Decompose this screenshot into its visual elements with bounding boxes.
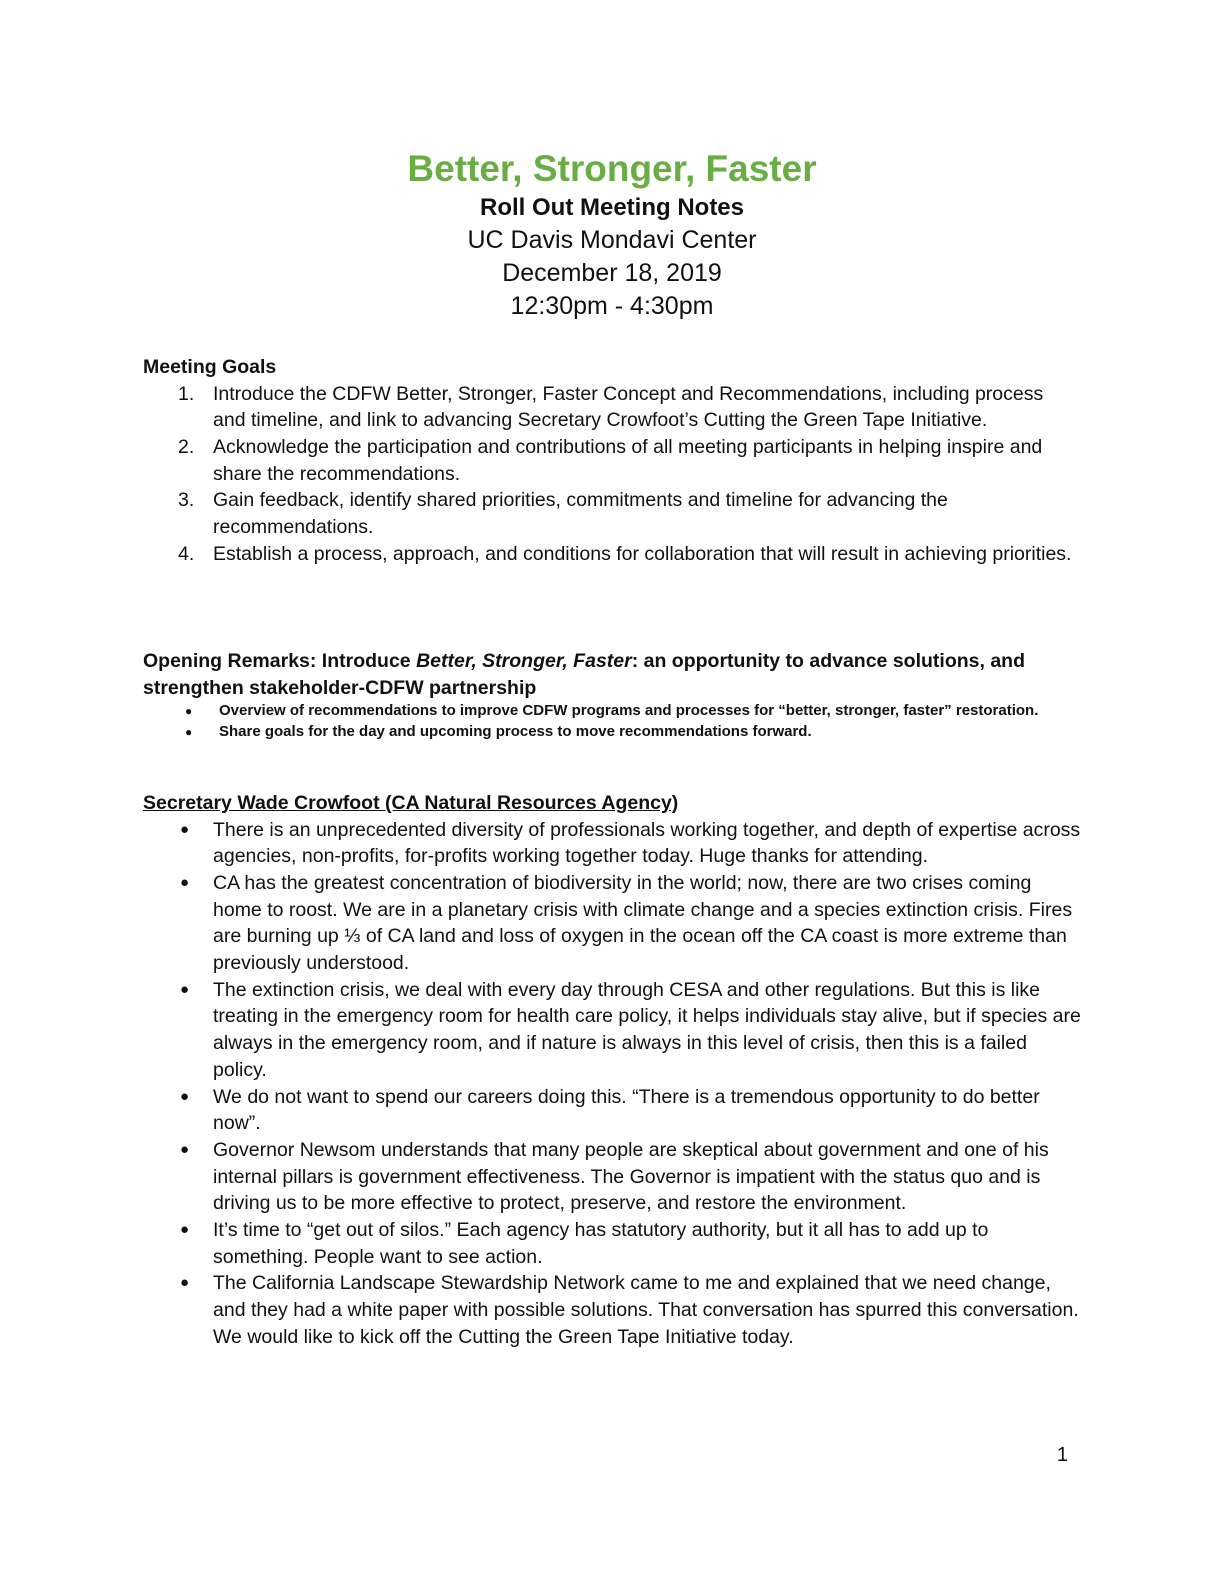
bullet-icon: ● xyxy=(180,980,190,998)
document-header xyxy=(0,146,1224,323)
list-item xyxy=(143,701,1073,722)
page-number: 1 xyxy=(1056,1444,1068,1466)
list-number: 4. xyxy=(178,542,195,565)
list-item-text: Gain feedback, identify shared priorities, commitments and timeline for advancing the recommendations. xyxy=(213,489,948,539)
bullet-icon: ● xyxy=(180,1274,190,1292)
list-item-text: The California Landscape Stewardship Network came to me and explained that we need change, and they had a white paper with possible solutions. That conversation has spurred this conversation. We would like to kick off the Cutting the Green Tape Initiative today. xyxy=(213,1272,1079,1348)
meeting-date: December 18, 2019 xyxy=(502,259,722,287)
bullet-icon: ● xyxy=(180,820,190,838)
list-item xyxy=(143,977,1083,1084)
meeting-location: UC Davis Mondavi Center xyxy=(467,226,757,254)
list-item xyxy=(143,381,1073,434)
section-heading: Secretary Wade Crowfoot (CA Natural Resources Agency) xyxy=(143,792,679,814)
list-number: 2. xyxy=(178,435,195,458)
list-item xyxy=(143,722,1073,743)
list-item-text: It’s time to “get out of silos.” Each agency has statutory authority, but it all has to add up to something. People want to see action. xyxy=(213,1219,989,1268)
bullet-icon: ● xyxy=(185,704,193,718)
list-item-text: Governor Newsom understands that many people are skeptical about government and one of his internal pillars is government effectiveness. The Governor is impatient with the status quo and is driving us to be more effective to protect, preserve, and restore the environment. xyxy=(213,1138,1049,1215)
section-heading xyxy=(143,648,1073,701)
list-item-text: There is an unprecedented diversity of professionals working together, and depth of expertise across agencies, non-profits, for-profits working together today. Huge thanks for attending. xyxy=(213,818,1081,868)
list-number: 3. xyxy=(178,489,195,512)
bullet-icon: ● xyxy=(185,724,193,739)
list-item-text: Share goals for the day and upcoming process to move recommendations forward. xyxy=(219,722,812,740)
list-item xyxy=(143,1217,1083,1270)
heading-italic-text: Better, Stronger, Faster xyxy=(416,650,632,672)
section-heading: Meeting Goals xyxy=(143,356,277,378)
bullet-icon: ● xyxy=(180,1140,190,1158)
meeting-goals-section xyxy=(143,354,1073,567)
list-item-text: We do not want to spend our careers doing this. “There is a tremendous opportunity to do better now”. xyxy=(213,1085,1040,1135)
list-number: 1. xyxy=(178,382,195,405)
opening-remarks-list xyxy=(143,701,1073,742)
list-item-text: Introduce the CDFW Better, Stronger, Faster Concept and Recommendations, including process and timeline, and link to advancing Secretary Crowfoot’s Cutting the Green Tape Initiative. xyxy=(213,382,1044,432)
bullet-icon: ● xyxy=(180,1087,190,1105)
secretary-section xyxy=(143,790,1083,1351)
list-item xyxy=(143,817,1083,870)
list-item xyxy=(143,1137,1083,1217)
list-item xyxy=(143,870,1083,977)
document-subtitle: Roll Out Meeting Notes xyxy=(480,194,744,221)
list-item-text: Establish a process, approach, and conditions for collaboration that will result in achieving priorities. xyxy=(213,542,1072,565)
bullet-icon: ● xyxy=(180,873,190,891)
document-title: Better, Stronger, Faster xyxy=(407,148,817,189)
secretary-remarks-list xyxy=(143,817,1083,1351)
opening-remarks-section xyxy=(143,648,1073,742)
list-item xyxy=(143,434,1073,487)
list-item xyxy=(143,541,1073,568)
heading-text: Opening Remarks: Introduce xyxy=(143,650,417,672)
list-item-text: Overview of recommendations to improve CDFW programs and processes for “better, stronger, faster” restoration. xyxy=(219,702,1039,719)
list-item-text: Acknowledge the participation and contributions of all meeting participants in helping inspire and share the recommendations. xyxy=(213,435,1043,485)
list-item-text: CA has the greatest concentration of biodiversity in the world; now, there are two crises coming home to roost. We are in a planetary crisis with climate change and a species extinction crisis. Fires are burning up ⅓ of CA land and loss of oxygen in the ocean off the CA coast is more extreme than previously understood. xyxy=(213,871,1073,975)
meeting-time: 12:30pm - 4:30pm xyxy=(510,292,714,320)
list-item-text: The extinction crisis, we deal with every day through CESA and other regulations. But this is like treating in the emergency room for health care policy, it helps individuals stay alive, but if species are always in the emergency room, and if nature is always in this level of crisis, then this is a failed policy. xyxy=(213,978,1081,1081)
list-item xyxy=(143,1084,1083,1137)
list-item xyxy=(143,487,1073,540)
goals-list xyxy=(143,381,1073,568)
list-item xyxy=(143,1270,1083,1350)
heading-text: : an opportunity to advance solutions, and strengthen stakeholder-CDFW partnership xyxy=(143,650,1025,699)
bullet-icon: ● xyxy=(180,1221,190,1239)
